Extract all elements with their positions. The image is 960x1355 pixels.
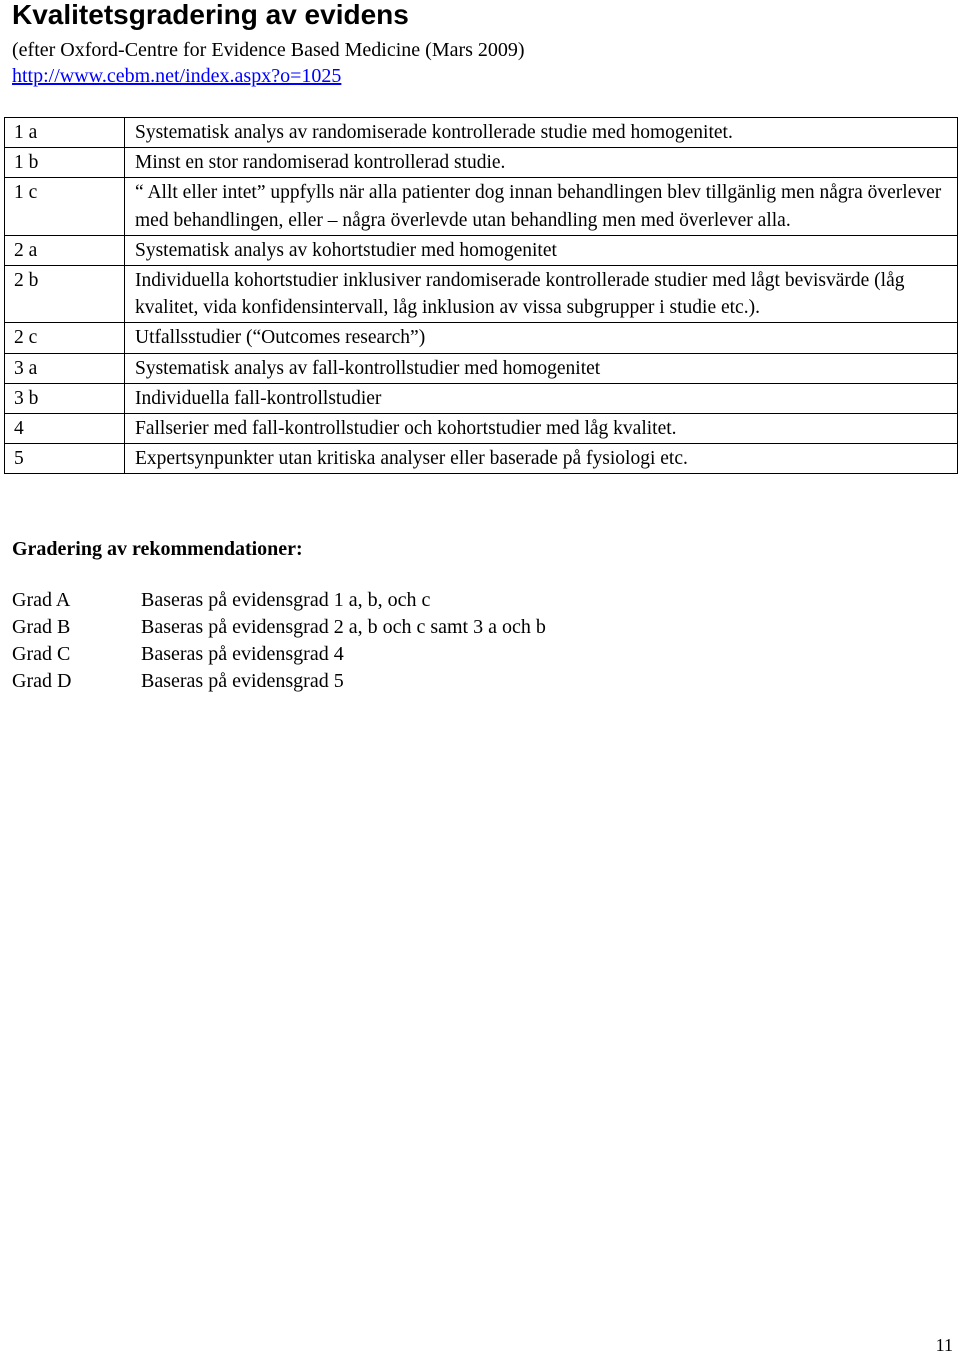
grade-label: Grad C: [12, 643, 71, 665]
evidence-level-table: [4, 117, 958, 474]
table-row: [5, 235, 958, 265]
evidence-description: Individuella kohortstudier inklusiver randomiserade kontrollerade studier med lågt bevisvärde (låg kvalitet, vida konfidensintervall, låg inklusion av vissa subgrupper i studie etc.).: [125, 266, 958, 323]
evidence-description: Individuella fall-kontrollstudier: [125, 383, 958, 413]
evidence-level: 1 a: [5, 118, 125, 148]
table-row: [5, 148, 958, 178]
recommendations-heading: Gradering av rekommendationer:: [12, 538, 303, 560]
evidence-description: Minst en stor randomiserad kontrollerad studie.: [125, 148, 958, 178]
page-title: Kvalitetsgradering av evidens: [12, 0, 409, 30]
table-row: [5, 323, 958, 353]
evidence-description: Fallserier med fall-kontrollstudier och kohortstudier med låg kvalitet.: [125, 414, 958, 444]
grade-basis: Baseras på evidensgrad 2 a, b och c samt 3 a och b: [141, 616, 546, 638]
evidence-description: Utfallsstudier (“Outcomes research”): [125, 323, 958, 353]
page-number: 11: [935, 1335, 953, 1355]
evidence-level: 2 c: [5, 323, 125, 353]
evidence-description: Systematisk analys av kohortstudier med homogenitet: [125, 235, 958, 265]
table-row: [5, 414, 958, 444]
table-row: [5, 118, 958, 148]
table-row: [5, 353, 958, 383]
evidence-level: 3 a: [5, 353, 125, 383]
evidence-level: 2 a: [5, 235, 125, 265]
list-item: [12, 641, 546, 668]
table-row: [5, 383, 958, 413]
evidence-description: Expertsynpunkter utan kritiska analyser eller baserade på fysiologi etc.: [125, 444, 958, 474]
table-row: [5, 178, 958, 235]
grade-basis: Baseras på evidensgrad 1 a, b, och c: [141, 589, 431, 611]
grade-basis: Baseras på evidensgrad 5: [141, 670, 344, 692]
source-link[interactable]: http://www.cebm.net/index.aspx?o=1025: [12, 65, 342, 87]
evidence-level: 5: [5, 444, 125, 474]
grade-label: Grad B: [12, 616, 71, 638]
evidence-description: Systematisk analys av randomiserade kontrollerade studie med homogenitet.: [125, 118, 958, 148]
recommendation-grade-list: [12, 587, 546, 695]
list-item: [12, 587, 546, 614]
evidence-level: 1 b: [5, 148, 125, 178]
source-note: (efter Oxford-Centre for Evidence Based Medicine (Mars 2009): [12, 39, 525, 61]
evidence-level: 2 b: [5, 266, 125, 323]
list-item: [12, 614, 546, 641]
list-item: [12, 668, 546, 695]
grade-label: Grad A: [12, 589, 71, 611]
evidence-level: 3 b: [5, 383, 125, 413]
table-row: [5, 444, 958, 474]
evidence-description: “ Allt eller intet” uppfylls när alla patienter dog innan behandlingen blev tillgänlig men några överlever med behandlingen, eller – några överlevde utan behandling men med överlever alla.: [125, 178, 958, 235]
evidence-description: Systematisk analys av fall-kontrollstudier med homogenitet: [125, 353, 958, 383]
grade-basis: Baseras på evidensgrad 4: [141, 643, 344, 665]
evidence-level: 4: [5, 414, 125, 444]
table-row: [5, 266, 958, 323]
evidence-level: 1 c: [5, 178, 125, 235]
grade-label: Grad D: [12, 670, 72, 692]
